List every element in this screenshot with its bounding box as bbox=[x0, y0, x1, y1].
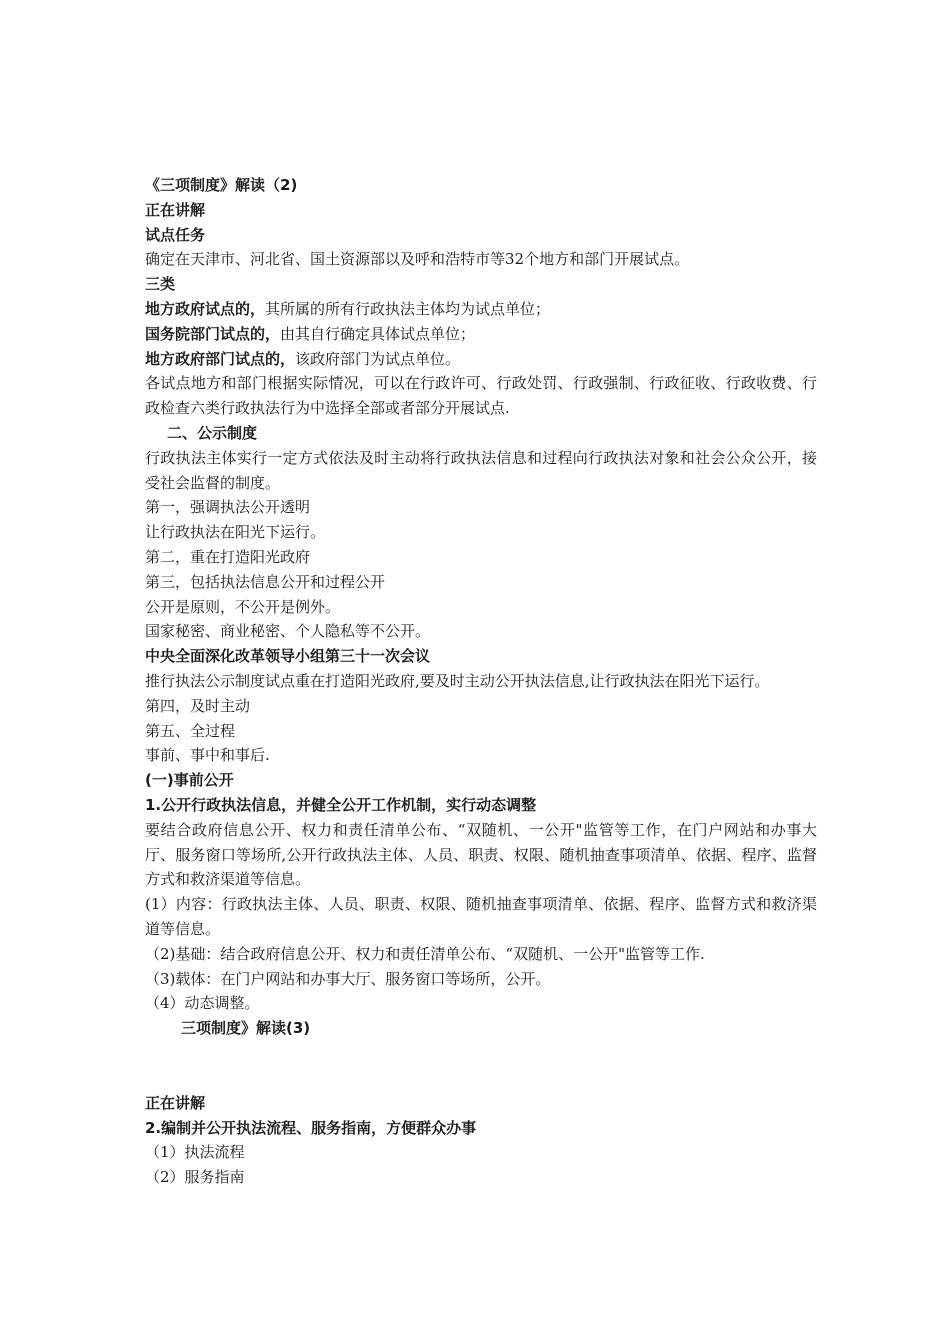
point-1: 第一，强调执法公开透明 bbox=[145, 498, 311, 517]
type-1-text: 其所属的所有行政执法主体均为试点单位； bbox=[265, 299, 551, 318]
sub-item-1: (1）内容：行政执法主体、人员、职责、权限、随机抽查事项清单、依据、程序、监督方式和救济渠道等信息。 bbox=[145, 895, 817, 938]
section-2-heading: 二、公示制度 bbox=[167, 423, 258, 442]
point-3: 第三，包括执法信息公开和过程公开 bbox=[145, 572, 386, 591]
pilot-text: 确定在天津市、河北省、国土资源部以及呼和浩特市等32个地方和部门开展试点。 bbox=[145, 250, 690, 269]
pilot-scope-paragraph: 各试点地方和部门根据实际情况，可以在行政许可、行政处罚、行政强制、行政征收、行政收费、行政检查六类行政执法行为中选择全部或者部分开展试点. bbox=[145, 374, 817, 418]
stages-text: 事前、事中和事后. bbox=[145, 746, 270, 765]
meeting-paragraph: 推行执法公示制度试点重在打造阳光政府,要及时主动公开执法信息,让行政执法在阳光下运行。 bbox=[145, 671, 770, 690]
type-3-text: 该政府部门为试点单位。 bbox=[295, 349, 461, 368]
type-2-label: 国务院部门试点的， bbox=[145, 324, 281, 343]
type-2-text: 由其自行确定具体试点单位； bbox=[280, 324, 476, 343]
item-1-heading: 1.公开行政执法信息，并健全公开工作机制，实行动态调整 bbox=[145, 795, 537, 814]
exceptions-text: 国家秘密、商业秘密、个人隐私等不公开。 bbox=[145, 622, 431, 641]
type-2 bbox=[145, 322, 817, 347]
spacer bbox=[145, 1041, 817, 1091]
pre-disclosure-heading: (一)事前公开 bbox=[145, 771, 234, 790]
document-page bbox=[145, 173, 817, 1190]
pilot-heading: 试点任务 bbox=[145, 225, 206, 244]
type-1-label: 地方政府试点的， bbox=[145, 299, 266, 318]
item-2-sub-1: （1）执法流程 bbox=[145, 1143, 245, 1162]
item-1-paragraph: 要结合政府信息公开、权力和责任清单公布、“双随机、一公开"监管等工作，在门户网站和办事大厅、服务窗口等场所,公开行政执法主体、人员、职责、权限、随机抽查事项清单、依据、程序、监督方式和救济渠道等信息。 bbox=[145, 820, 817, 889]
type-3-label: 地方政府部门试点的， bbox=[145, 349, 296, 368]
type-1 bbox=[145, 297, 817, 322]
principle-text: 公开是原则，不公开是例外。 bbox=[145, 597, 341, 616]
item-2-sub-2: （2）服务指南 bbox=[145, 1168, 245, 1187]
document-title: 《三项制度》解读（2) bbox=[145, 176, 298, 194]
speaking-label-2: 正在讲解 bbox=[145, 1093, 206, 1112]
three-types-heading: 三类 bbox=[145, 275, 176, 294]
point-5: 第五、全过程 bbox=[145, 721, 236, 740]
speaking-label: 正在讲解 bbox=[145, 200, 206, 219]
sub-item-3: （3)载体：在门户网站和办事大厅、服务窗口等场所，公开。 bbox=[145, 969, 551, 988]
item-2-heading: 2.编制并公开执法流程、服务指南，方便群众办事 bbox=[145, 1118, 477, 1137]
point-1-detail: 让行政执法在阳光下运行。 bbox=[145, 523, 326, 542]
sub-item-4: （4）动态调整。 bbox=[145, 994, 260, 1013]
publicity-definition: 行政执法主体实行一定方式依法及时主动将行政执法信息和过程向行政执法对象和社会公众公开，接受社会监督的制度。 bbox=[145, 448, 817, 492]
point-2: 第二，重在打造阳光政府 bbox=[145, 547, 311, 566]
point-4: 第四，及时主动 bbox=[145, 696, 251, 715]
section-3-title: 三项制度》解读(3) bbox=[181, 1019, 311, 1038]
sub-item-2: （2)基础：结合政府信息公开、权力和责任清单公布、“双随机、一公开"监管等工作. bbox=[145, 944, 705, 963]
meeting-heading: 中央全面深化改革领导小组第三十一次会议 bbox=[145, 647, 431, 666]
type-3 bbox=[145, 347, 817, 372]
